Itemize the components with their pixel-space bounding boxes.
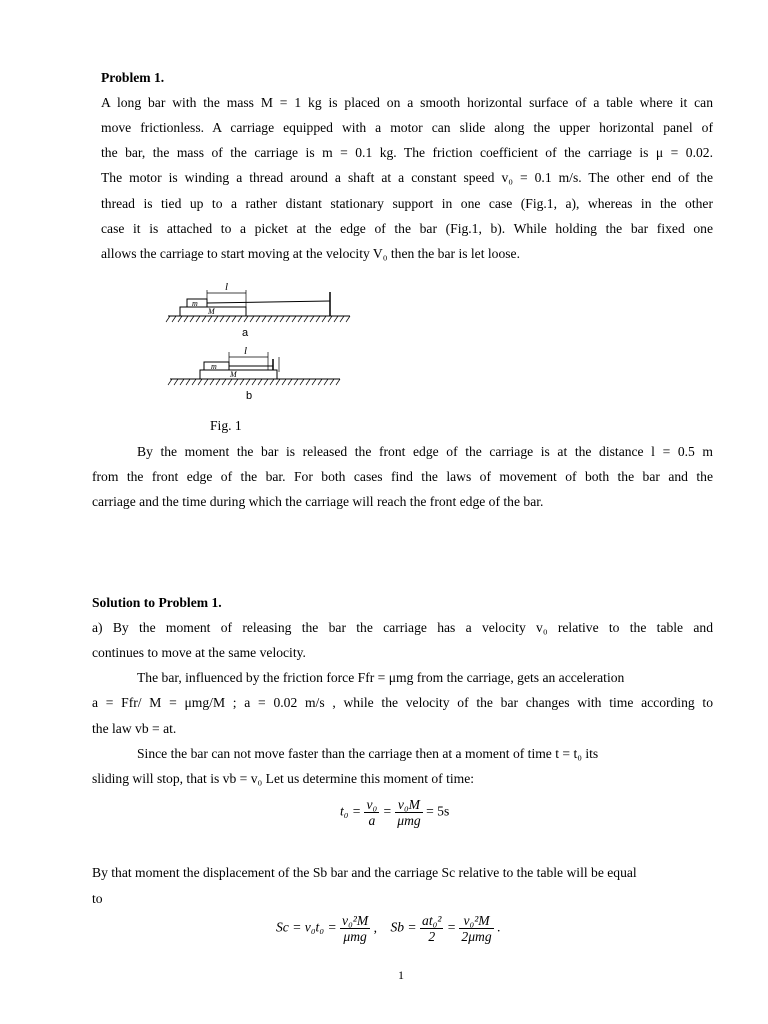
solution-heading: Solution to Problem 1.: [92, 595, 222, 610]
solution-line-6: Since the bar can not move faster than the carriage then at a moment of time t = t₀ its: [137, 746, 599, 761]
eq-sb-lhs: Sb =: [390, 919, 417, 935]
problem-heading: Problem 1.: [101, 70, 165, 85]
eq-t0-f1-den: a: [368, 813, 376, 828]
eq-t0-lhs: t₀ =: [340, 803, 362, 819]
equation-displacements: [276, 913, 500, 944]
solution-line-8: By that moment the displacement of the Sb bar and the carriage Sc relative to the table will be equal: [92, 865, 637, 880]
fig-a-m-label: m: [192, 299, 198, 308]
problem-line-7: allows the carriage to start moving at the velocity V₀ then the bar is let loose.: [101, 246, 520, 261]
figure-caption: Fig. 1: [210, 418, 242, 433]
solution-line-1: a) By the moment of releasing the bar the carriage has a velocity v₀ relative to the table and: [92, 620, 713, 635]
eq-t0-equals: =: [382, 803, 392, 819]
solution-line-9: to: [92, 891, 103, 906]
fig-b-sub-label: b: [246, 390, 253, 402]
eq-sb-den-2: 2μmg: [461, 929, 492, 944]
eq-t0-f1-num: v₀: [366, 797, 378, 812]
eq-sb-equals: =: [446, 919, 456, 935]
fig-a-l-label: l: [225, 281, 229, 293]
figure-1-diagram: [160, 272, 360, 412]
eq-t0-fraction-2: [395, 797, 422, 828]
eq-sc-den: μmg: [343, 929, 367, 944]
solution-line-3: The bar, influenced by the friction force Ffr = μmg from the carriage, gets an acceleration: [137, 670, 625, 685]
problem-line-1: A long bar with the mass M = 1 kg is placed on a smooth horizontal surface of a table where it can: [101, 95, 713, 110]
after-fig-line-2: from the front edge of the bar. For both cases find the laws of movement of both the bar and the: [92, 469, 713, 484]
fig-a-sub-label: a: [242, 327, 249, 339]
eq-t0-f2-num: v₀M: [395, 797, 422, 813]
eq-sc-lhs: Sc = v₀t₀ =: [276, 919, 337, 935]
problem-line-4: The motor is winding a thread around a shaft at a constant speed v₀ = 0.1 m/s. The other end of the: [101, 170, 713, 185]
eq-sc-num: v₀²M: [342, 913, 369, 928]
fig-b-m-label: m: [211, 362, 217, 371]
eq-t0-rhs: = 5s: [426, 803, 450, 819]
figure-b: [168, 345, 340, 402]
page-number: 1: [398, 968, 404, 982]
fig-b-M-label: M: [230, 370, 237, 379]
eq-sc-fraction: [340, 913, 370, 944]
figure-a: [166, 281, 350, 339]
after-fig-line-1: By the moment the bar is released the front edge of the carriage is at the distance l = 0.5 m: [137, 444, 713, 459]
solution-line-4: a = Ffr/ M = μmg/M ; a = 0.02 m/s , while the velocity of the bar changes with time according to: [92, 695, 713, 710]
problem-line-3: the bar, the mass of the carriage is m = 0.1 kg. The friction coefficient of the carriage is μ = 0.02.: [101, 145, 713, 160]
eq-sb-den-1: 2: [428, 929, 436, 944]
eq-separator: ,: [373, 919, 378, 935]
after-fig-line-3: carriage and the time during which the carriage will reach the front edge of the bar.: [92, 494, 544, 509]
problem-line-2: move frictionless. A carriage equipped with a motor can slide along the upper horizontal panel of: [101, 120, 713, 135]
eq-t0-fraction-1: [364, 797, 379, 828]
eq-sb-num-1: at₀²: [422, 913, 442, 928]
equation-t0: [340, 797, 449, 828]
eq-t0-f2-den: μmg: [397, 813, 421, 828]
fig-b-l-label: l: [244, 345, 248, 357]
eq-sb-fraction-2: [459, 913, 493, 944]
solution-line-7: sliding will stop, that is vb = v₀ Let us determine this moment of time:: [92, 771, 475, 786]
solution-line-5: the law vb = at.: [92, 721, 177, 736]
fig-a-M-label: M: [208, 307, 215, 316]
eq-end-period: .: [497, 919, 501, 935]
eq-sb-fraction-1: [420, 913, 443, 944]
solution-line-2: continues to move at the same velocity.: [92, 645, 306, 660]
eq-sb-num-2: v₀²M: [459, 913, 493, 929]
problem-line-5: thread is tied up to a rather distant stationary support in one case (Fig.1, a), whereas in the other: [101, 196, 713, 211]
problem-line-6: case it is attached to a picket at the edge of the bar (Fig.1, b). While holding the bar fixed one: [101, 221, 713, 236]
